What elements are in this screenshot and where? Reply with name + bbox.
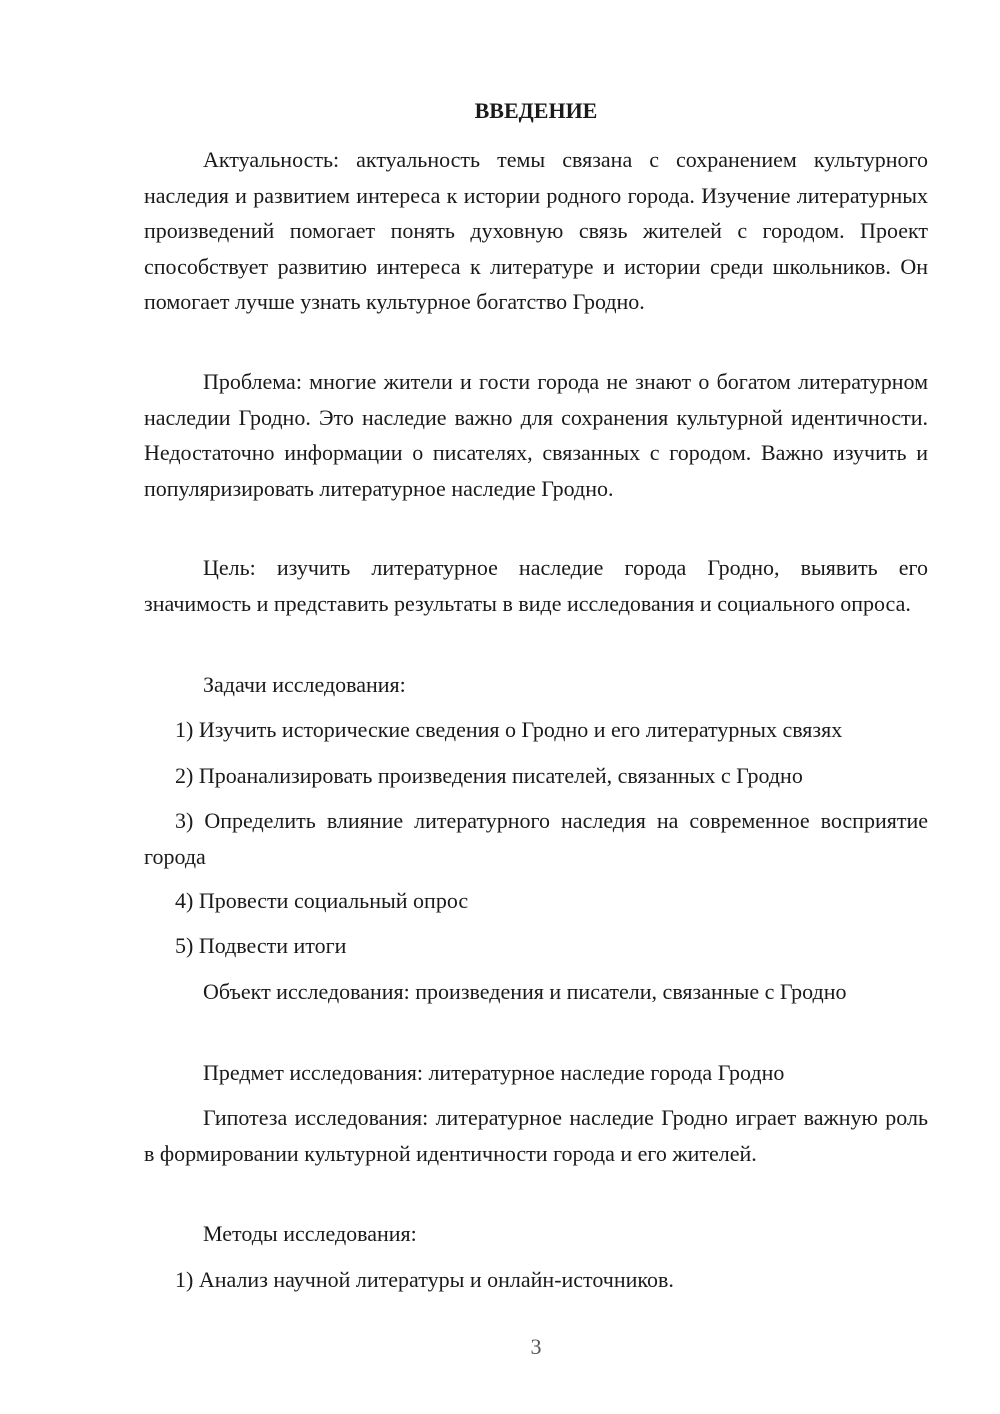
goal-paragraph: Цель: изучить литературное наследие города Гродно, выявить его значимость и представить результаты в виде исследования и социального опроса. [144,555,928,616]
task-item-2: 2) Проанализировать произведения писателей, связанных с Гродно [175,763,803,788]
tasks-title: Задачи исследования: [203,672,406,697]
task-item-5: 5) Подвести итоги [175,933,347,958]
methods-title: Методы исследования: [203,1221,417,1246]
method-item-1: 1) Анализ научной литературы и онлайн-источников. [175,1267,674,1292]
page-number: 3 [530,1334,542,1359]
object-paragraph: Объект исследования: произведения и писатели, связанные с Гродно [203,979,847,1004]
subject-paragraph: Предмет исследования: литературное наследие города Гродно [203,1060,785,1085]
hypothesis-paragraph: Гипотеза исследования: литературное наследие Гродно играет важную роль в формировании культурной идентичности города и его жителей. [144,1105,928,1166]
task-item-3: 3) Определить влияние литературного наследия на современное восприятие города [144,808,928,869]
task-item-1: 1) Изучить исторические сведения о Гродно и его литературных связях [175,717,843,742]
relevance-paragraph: Актуальность: актуальность темы связана с сохранением культурного наследия и развитием интереса к истории родного города. Изучение литературных произведений помогает понять духовную связь жителей с городом. Проект способствует развитию интереса к литературе и истории среди школьников. Он помогает лучше узнать культурное богатство Гродно. [144,147,928,314]
task-item-4: 4) Провести социальный опрос [175,888,469,913]
problem-paragraph: Проблема: многие жители и гости города не знают о богатом литературном наследии Гродно. Это наследие важно для сохранения культурной идентичности. Недостаточно информации о писателях, связанных с городом. Важно изучить и популяризировать литературное наследие Гродно. [144,369,928,501]
section-heading: ВВЕДЕНИЕ [474,98,598,123]
